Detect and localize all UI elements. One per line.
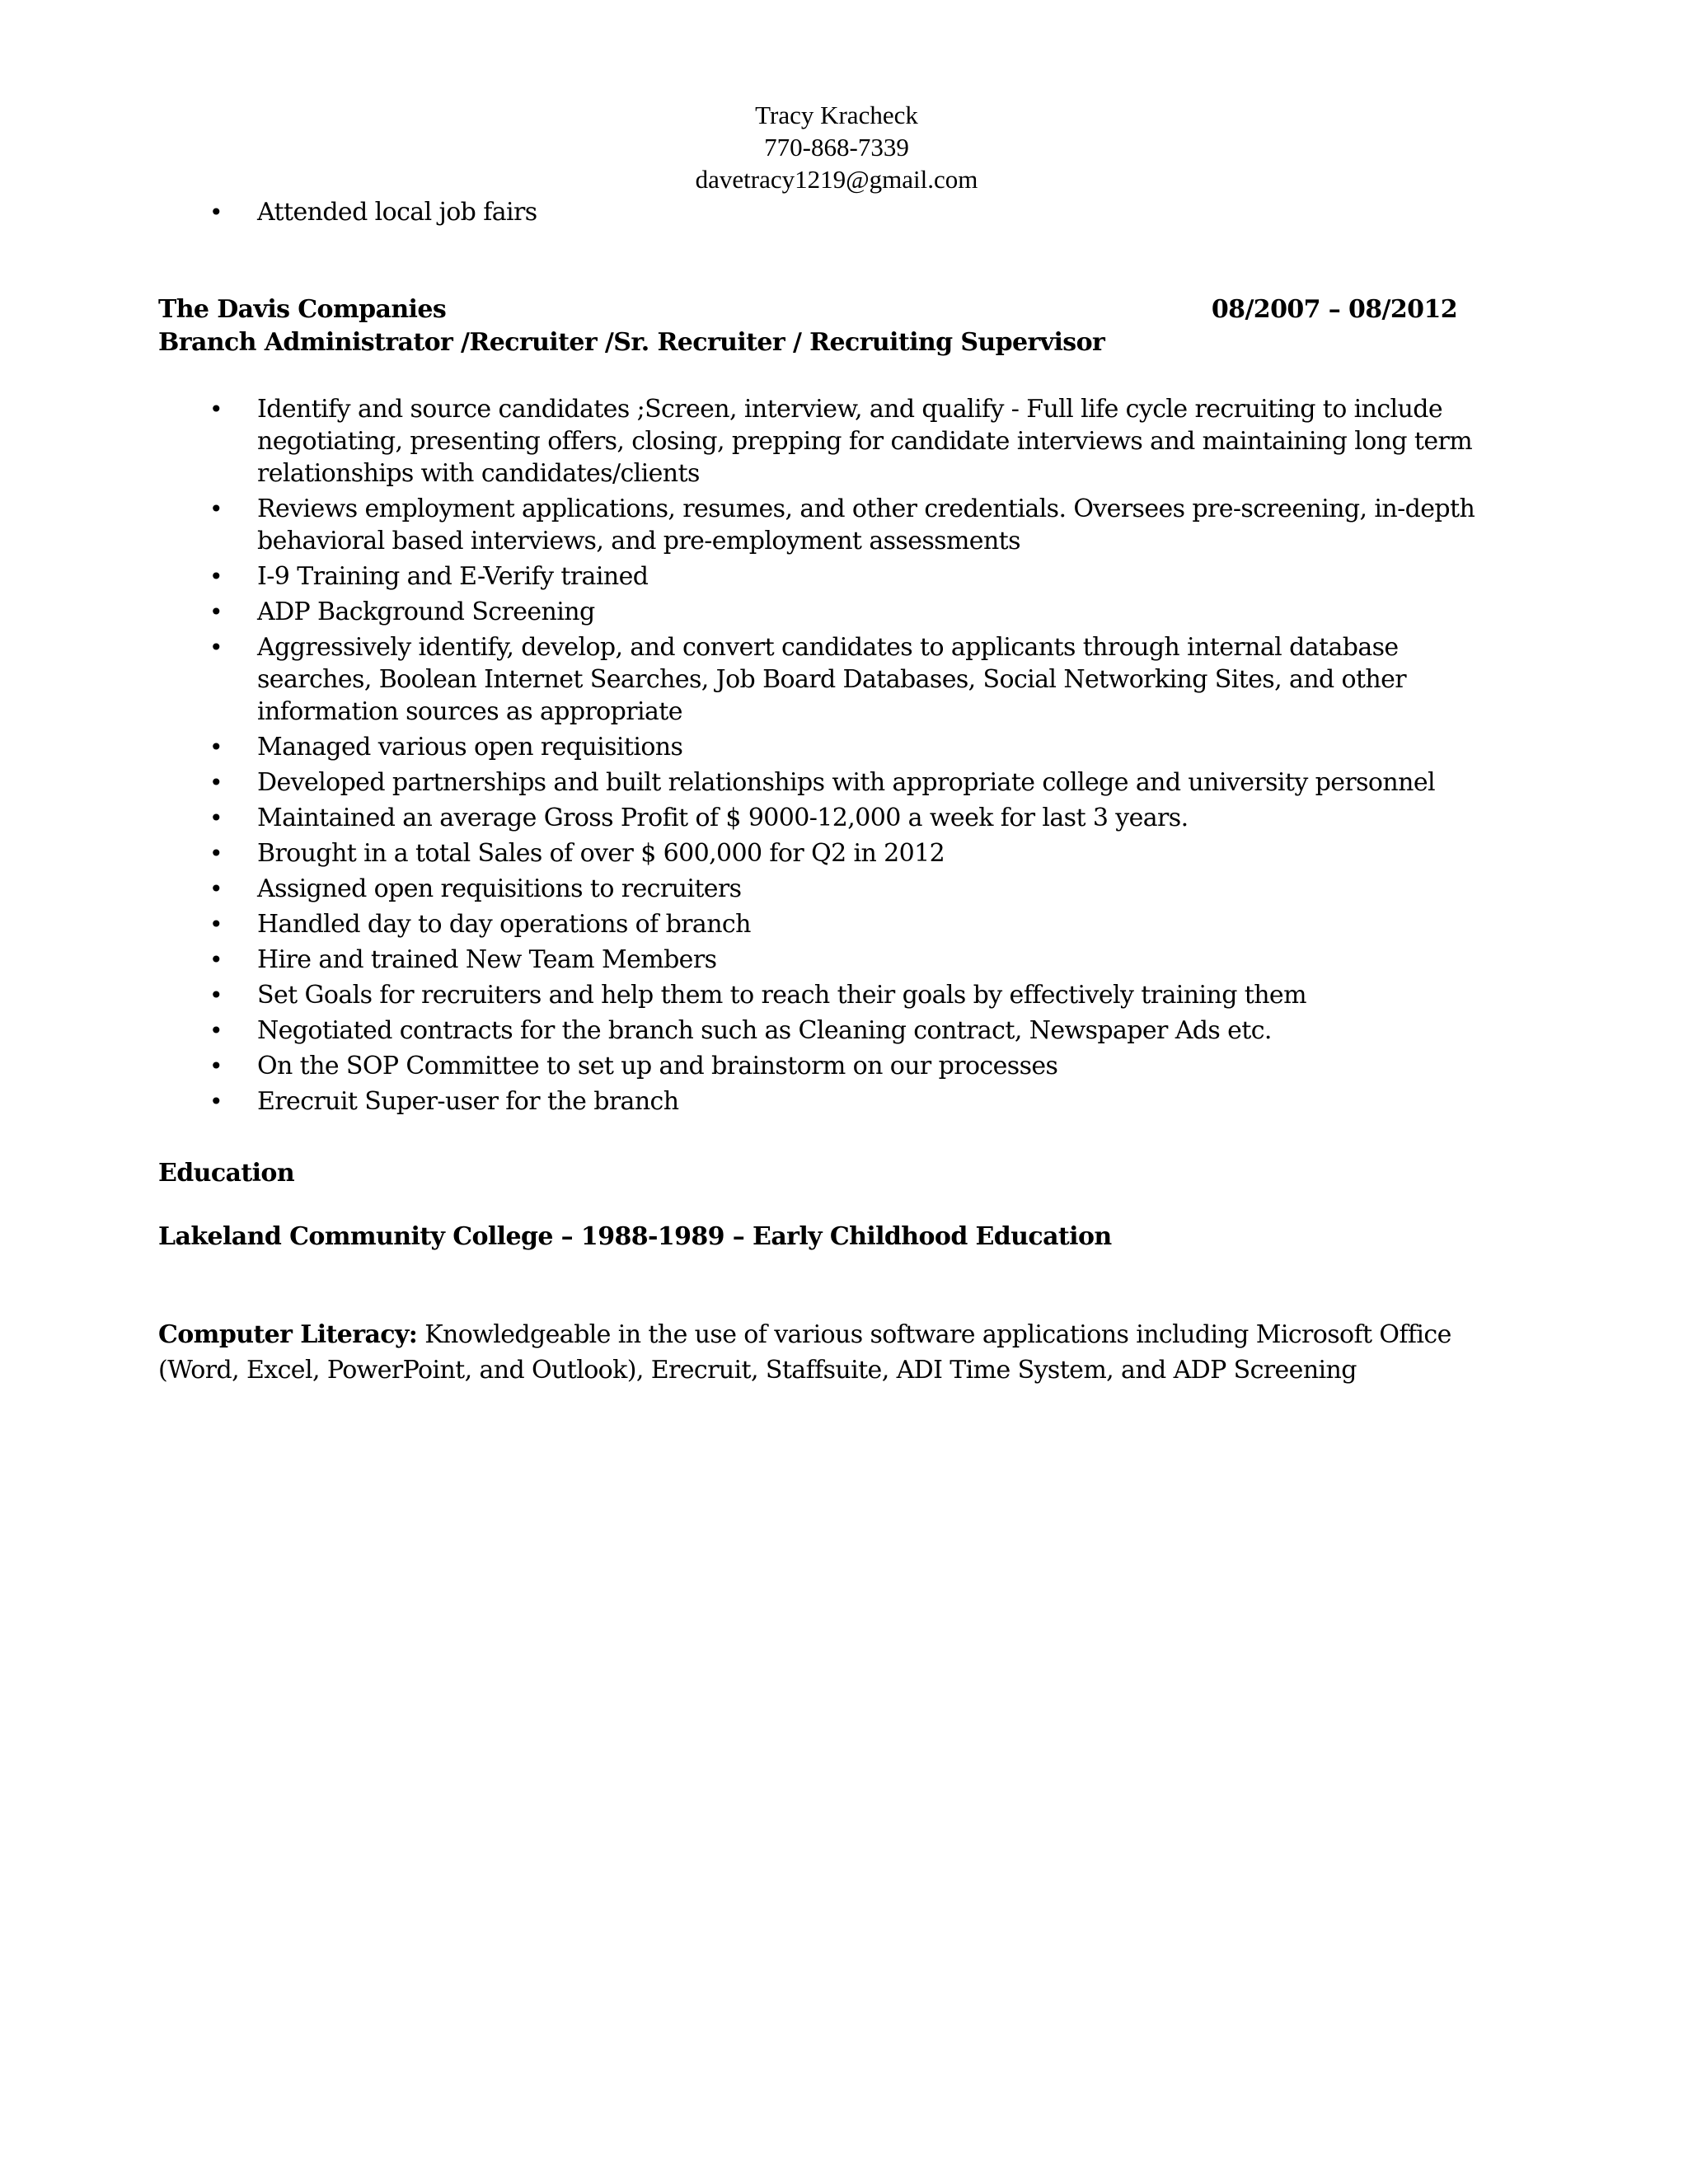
list-item: [0, 631, 1518, 728]
list-item: [0, 766, 1518, 799]
bullet-text: Reviews employment applications, resumes, and other credentials. Oversees pre-screening, in-depth behavioral based interviews, and pre-employment assessments: [257, 494, 1475, 555]
bullet-text: Aggressively identify, develop, and convert candidates to applicants through internal database searches, Boolean Internet Searches, Job Board Databases, Social Networking Sites, and other information sources as appropriate: [257, 633, 1407, 726]
bullet-text: I-9 Training and E-Verify trained: [257, 562, 649, 591]
list-item: [0, 802, 1518, 834]
job-title: Branch Administrator /Recruiter /Sr. Recruiter / Recruiting Supervisor: [158, 328, 1105, 357]
bullet-icon: •: [209, 634, 223, 661]
bullet-icon: •: [209, 1088, 223, 1115]
computer-literacy-text: Knowledgeable in the use of various software applications including Microsoft Office (Word, Excel, PowerPoint, and Outlook), Erecruit, Staffsuite, ADI Time System, and ADP Screening: [158, 1320, 1451, 1385]
bullet-icon: •: [209, 804, 223, 832]
bullet-text: Attended local job fairs: [257, 198, 537, 227]
bullet-text: Set Goals for recruiters and help them to reach their goals by effectively training them: [257, 981, 1306, 1010]
bullet-icon: •: [209, 396, 223, 423]
job-bullets: [0, 393, 1518, 1121]
bullet-icon: •: [209, 875, 223, 902]
job-header: [158, 293, 1457, 326]
bullet-text: Negotiated contracts for the branch such as Cleaning contract, Newspaper Ads etc.: [257, 1016, 1272, 1045]
bullet-icon: •: [209, 1017, 223, 1044]
list-item: [0, 1085, 1518, 1118]
bullet-icon: •: [209, 840, 223, 867]
phone-number: 770-868-7339: [764, 133, 909, 162]
bullet-icon: •: [209, 199, 223, 226]
list-item: [0, 944, 1518, 976]
bullet-text: On the SOP Committee to set up and brainstorm on our processes: [257, 1052, 1058, 1080]
company-name: The Davis Companies: [158, 295, 447, 324]
bullet-icon: •: [209, 495, 223, 523]
bullet-icon: •: [209, 1052, 223, 1080]
contact-header: [0, 99, 1673, 195]
education-heading: Education: [158, 1159, 295, 1188]
bullet-icon: •: [209, 733, 223, 761]
list-item: [0, 837, 1518, 869]
list-item: [0, 196, 1518, 228]
bullet-icon: •: [209, 563, 223, 590]
bullet-icon: •: [209, 946, 223, 973]
list-item: [0, 979, 1518, 1011]
previous-job-bullets: [0, 196, 1518, 228]
list-item: [0, 908, 1518, 940]
computer-literacy-label: Computer Literacy:: [158, 1320, 418, 1349]
bullet-text: Assigned open requisitions to recruiters: [257, 874, 742, 903]
bullet-text: Erecruit Super-user for the branch: [257, 1087, 679, 1116]
education-entry: Lakeland Community College – 1988-1989 – Early Childhood Education: [158, 1222, 1112, 1251]
bullet-text: Identify and source candidates ;Screen, interview, and qualify - Full life cycle recruiting to include negotiating, presenting offers, closing, prepping for candidate interviews and maintaining long term relationships with candidates/clients: [257, 395, 1473, 488]
bullet-text: Maintained an average Gross Profit of $ 9000-12,000 a week for last 3 years.: [257, 804, 1189, 832]
bullet-icon: •: [209, 598, 223, 626]
bullet-text: Developed partnerships and built relationships with appropriate college and university personnel: [257, 768, 1435, 797]
employment-dates: 08/2007 – 08/2012: [1211, 295, 1457, 324]
list-item: [0, 731, 1518, 763]
list-item: [0, 1050, 1518, 1082]
list-item: [0, 596, 1518, 628]
list-item: [0, 1015, 1518, 1047]
computer-literacy: [158, 1317, 1510, 1388]
list-item: [0, 493, 1518, 557]
bullet-text: Hire and trained New Team Members: [257, 945, 717, 974]
bullet-icon: •: [209, 911, 223, 938]
bullet-icon: •: [209, 769, 223, 796]
email-address: davetracy1219@gmail.com: [695, 165, 978, 194]
bullet-text: Managed various open requisitions: [257, 733, 683, 762]
bullet-icon: •: [209, 982, 223, 1009]
list-item: [0, 873, 1518, 905]
bullet-text: ADP Background Screening: [257, 598, 595, 626]
list-item: [0, 393, 1518, 490]
candidate-name: Tracy Kracheck: [755, 101, 918, 129]
list-item: [0, 560, 1518, 593]
bullet-text: Handled day to day operations of branch: [257, 910, 751, 939]
bullet-text: Brought in a total Sales of over $ 600,000 for Q2 in 2012: [257, 839, 945, 868]
